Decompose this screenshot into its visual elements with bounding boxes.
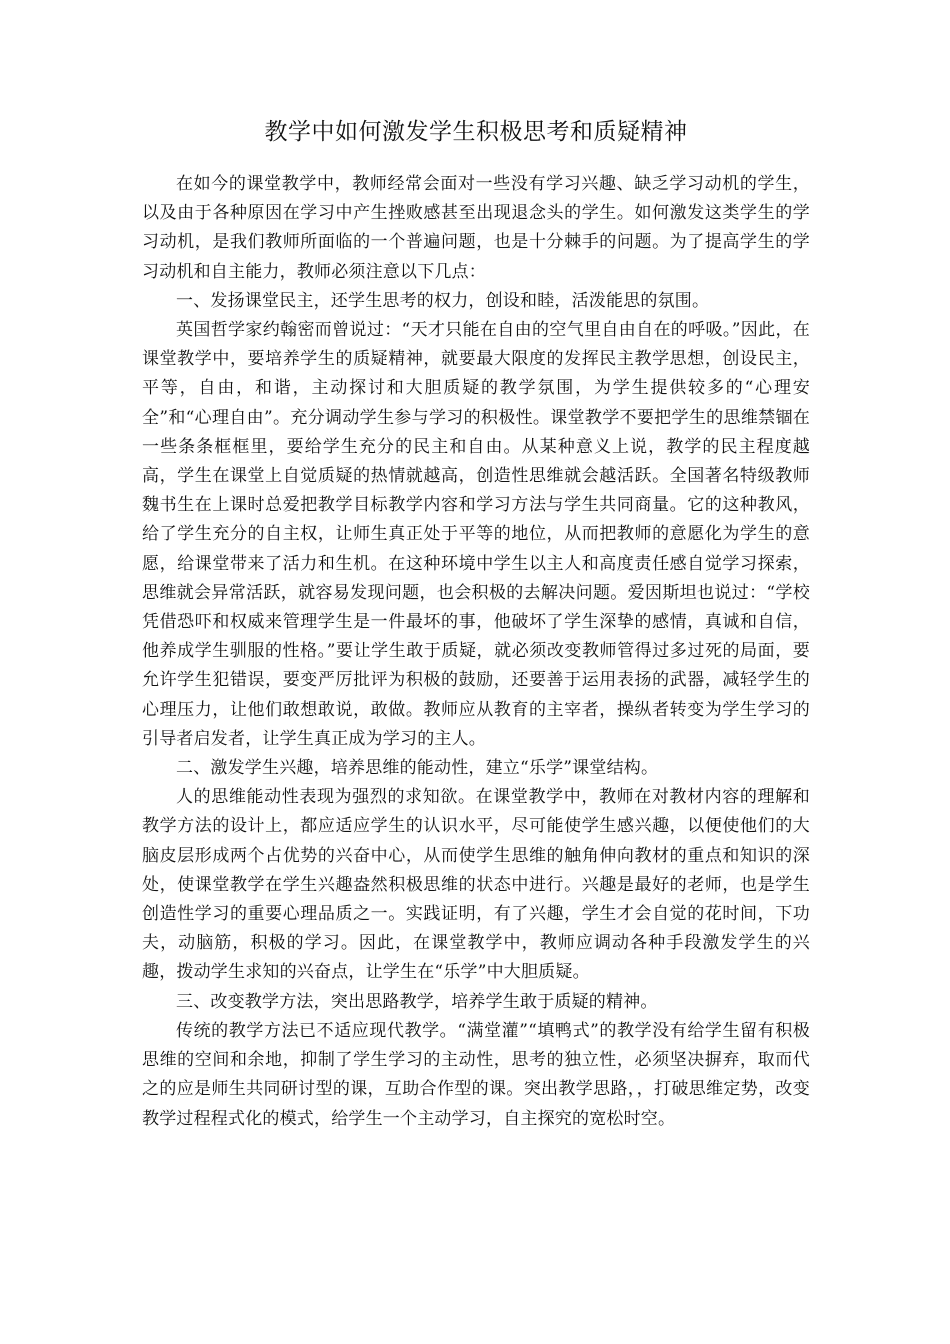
section-heading-1: 一、发扬课堂民主，还学生思考的权力，创设和睦，活泼能思的氛围。 <box>176 290 710 311</box>
paragraph-section-2: 人的思维能动性表现为强烈的求知欲。在课堂教学中，教师在对教材内容的理解和教学方法的设计上，都应适应学生的认识水平，尽可能使学生感兴趣，以便使他们的大脑皮层形成两个占优势的兴奋中心，从而使学生思维的触角伸向教材的重点和知识的深处，使课堂教学在学生兴趣盎然积极思维的状态中进行。兴趣是最好的老师，也是学生创造性学习的重要心理品质之一。实践证明，有了兴趣，学生才会自觉的花时间，下功夫，动脑筋，积极的学习。因此，在课堂教学中，教师应调动各种手段激发学生的兴趣，拨动学生求知的兴奋点，让学生在“乐学”中大胆质疑。 <box>142 787 810 983</box>
document-title: 教学中如何激发学生积极思考和质疑精神 <box>264 119 688 145</box>
section-heading-2: 二、激发学生兴趣，培养思维的能动性，建立“乐学”课堂结构。 <box>176 758 659 779</box>
paragraph-intro: 在如今的课堂教学中，教师经常会面对一些没有学习兴趣、缺乏学习动机的学生，以及由于各种原因在学习中产生挫败感甚至出现退念头的学生。如何激发这类学生的学习动机，是我们教师所面临的一个普遍问题，也是十分棘手的问题。为了提高学生的学习动机和自主能力，教师必须注意以下几点： <box>142 174 810 282</box>
document-page <box>142 116 810 1134</box>
section-heading-3: 三、改变教学方法，突出思路教学，培养学生敢于质疑的精神。 <box>176 991 658 1012</box>
paragraph-section-3: 传统的教学方法已不适应现代教学。“满堂灌”“填鸭式”的教学没有给学生留有积极思维的空间和余地，抑制了学生学习的主动性，思考的独立性，必须坚决摒弃，取而代之的应是师生共同研讨型的课，互助合作型的课。突出教学思路，，打破思维定势，改变教学过程程式化的模式，给学生一个主动学习，自主探究的宽松时空。 <box>142 1020 810 1129</box>
paragraph-section-1: 英国哲学家约翰密而曾说过：“天才只能在自由的空气里自由自在的呼吸。”因此，在课堂教学中，要培养学生的质疑精神，就要最大限度的发挥民主教学思想，创设民主，平等，自由，和谐，主动探讨和大胆质疑的教学氛围，为学生提供较多的“心理安全”和“心理自由”。充分调动学生参与学习的积极性。课堂教学不要把学生的思维禁锢在一些条条框框里，要给学生充分的民主和自由。从某种意义上说，教学的民主程度越高，学生在课堂上自觉质疑的热情就越高，创造性思维就会越活跃。全国著名特级教师魏书生在上课时总爱把教学目标教学内容和学习方法与学生共同商量。它的这种教风，给了学生充分的自主权，让师生真正处于平等的地位，从而把教师的意愿化为学生的意愿，给课堂带来了活力和生机。在这种环境中学生以主人和高度责任感自觉学习探索，思维就会异常活跃，就容易发现问题，也会积极的去解决问题。爱因斯坦也说过：“学校凭借恐吓和权威来管理学生是一件最坏的事，他破坏了学生深挚的感情，真诚和自信，他养成学生驯服的性格。”要让学生敢于质疑，就必须改变教师管得过多过死的局面，要允许学生犯错误，要变严厉批评为积极的鼓励，还要善于运用表扬的武器，减轻学生的心理压力，让他们敢想敢说，敢做。教师应从教育的主宰者，操纵者转变为学生学习的引导者启发者，让学生真正成为学习的主人。 <box>142 320 810 749</box>
